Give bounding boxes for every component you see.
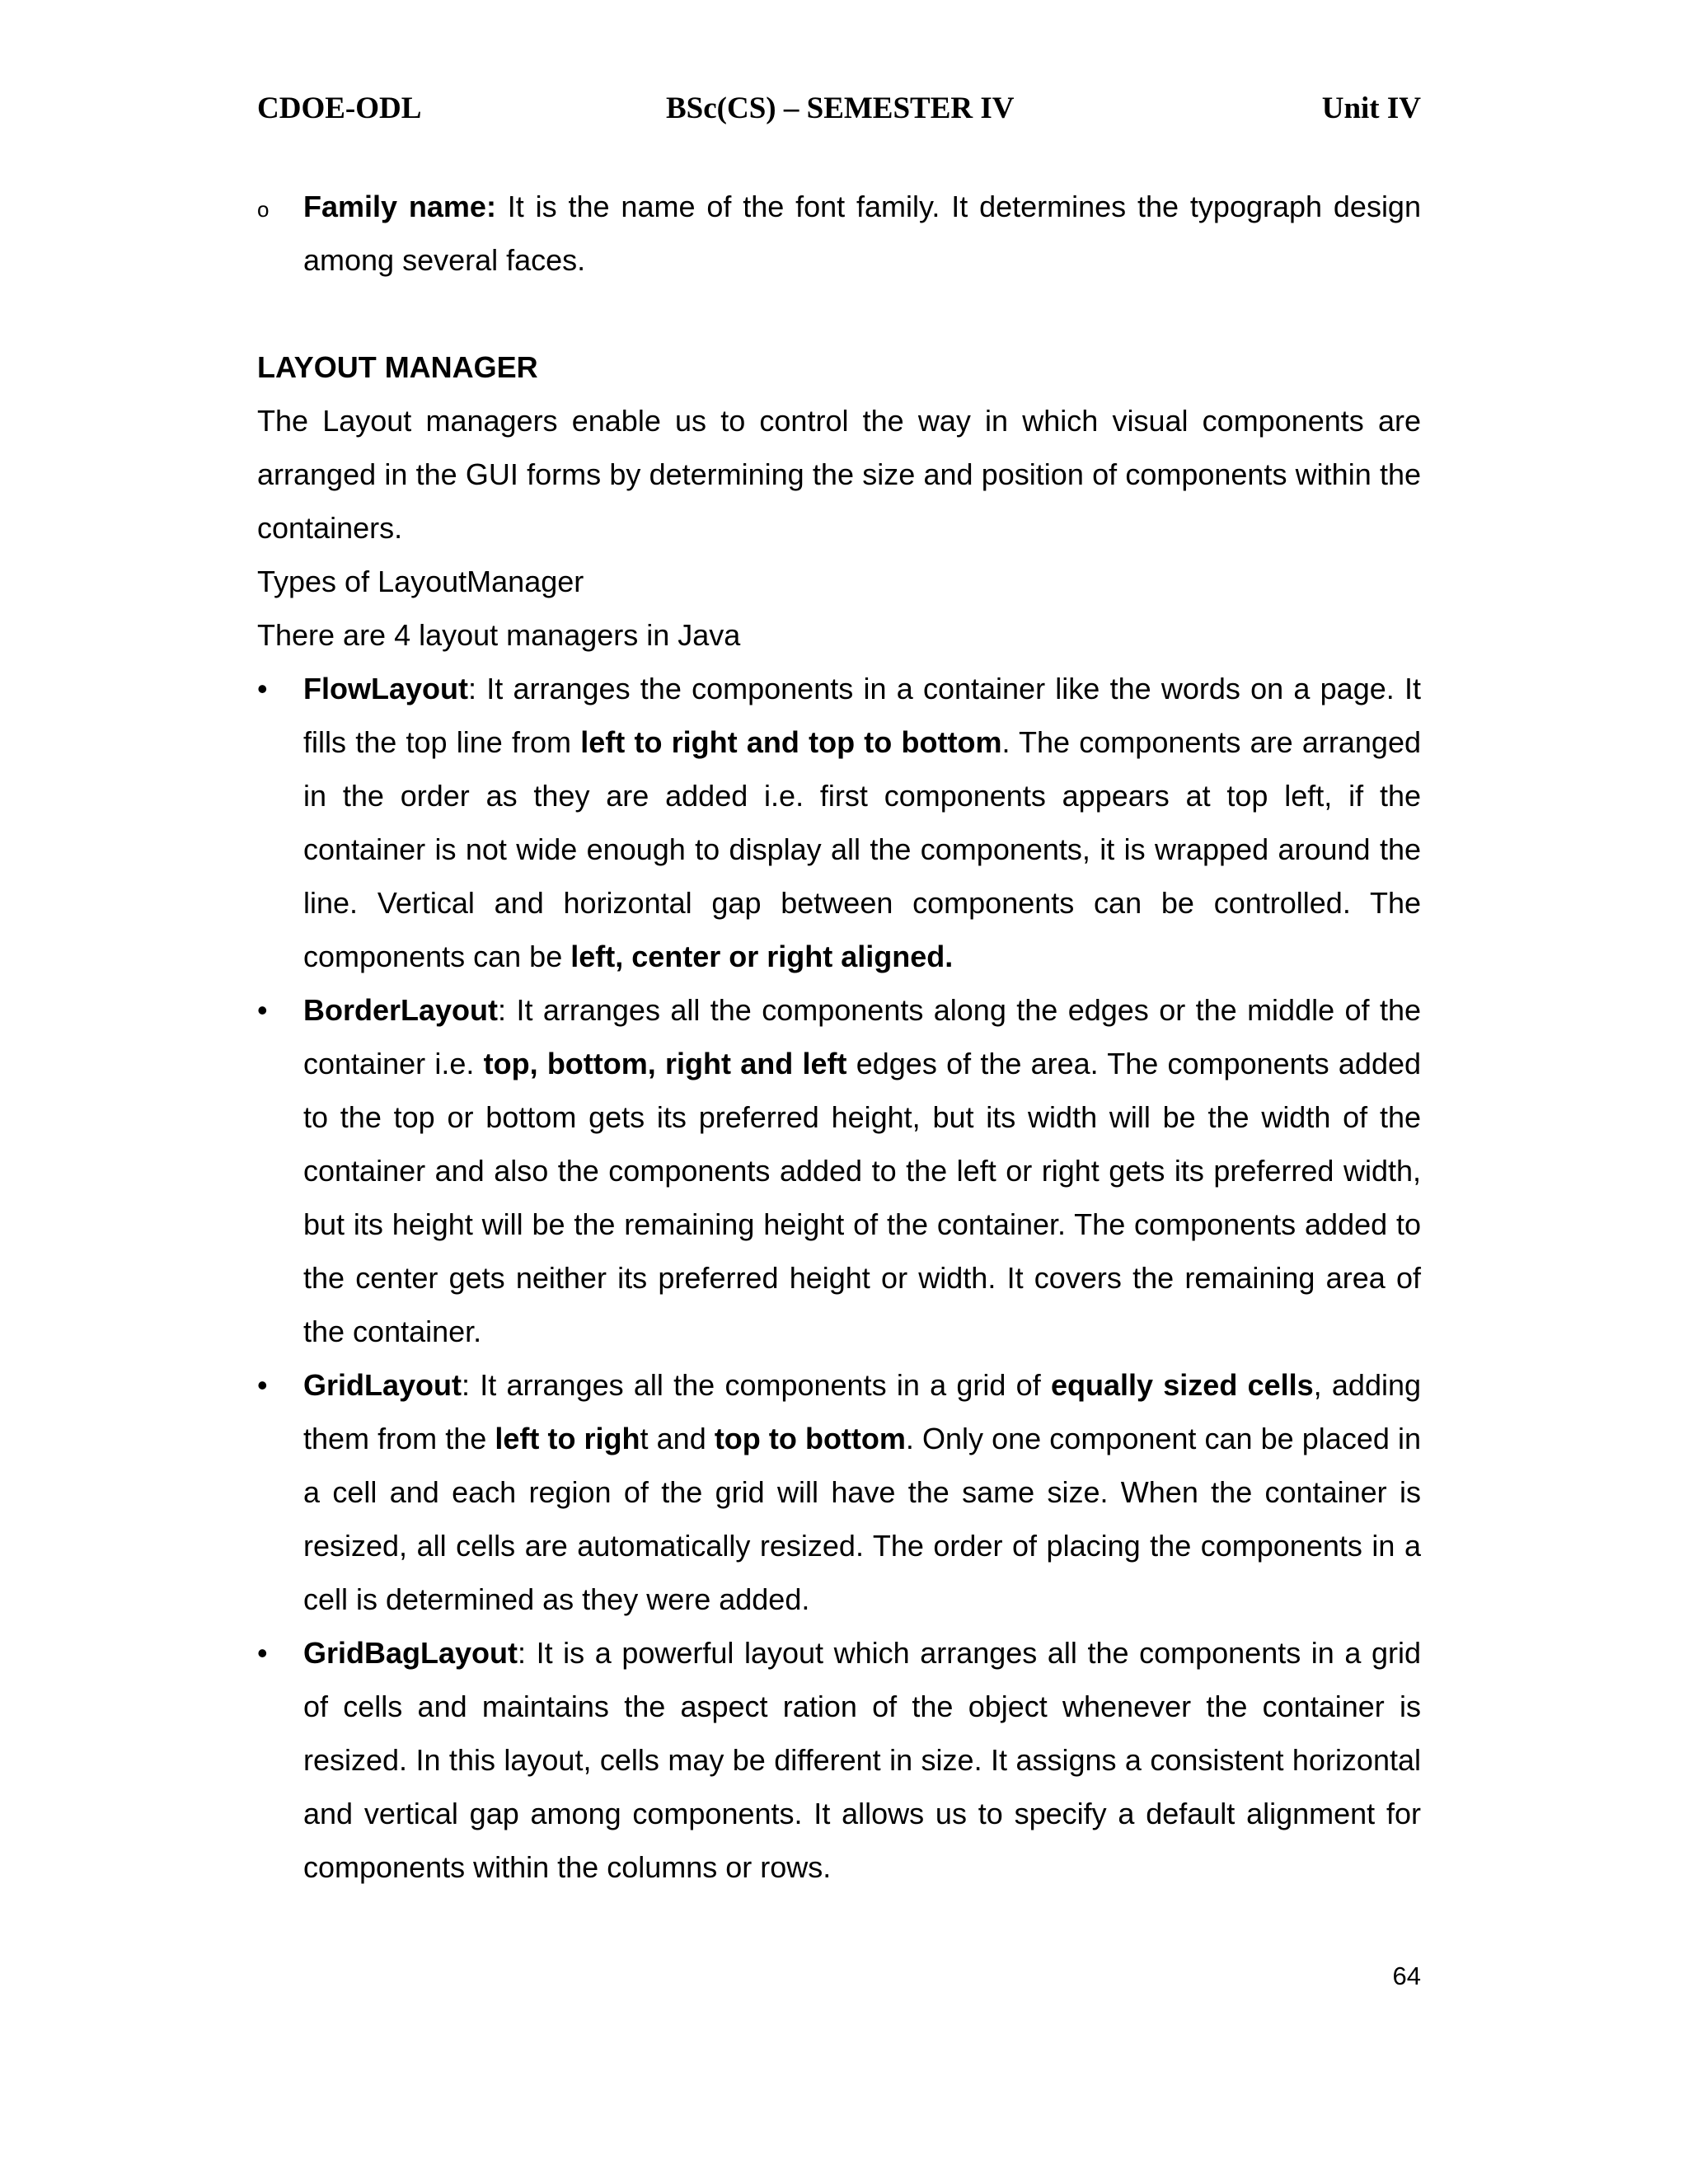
bullet-icon: • <box>257 1636 268 1670</box>
gridlayout-item <box>257 1358 1421 1626</box>
gridlayout-text-2: , adding them from the <box>303 1368 1422 1455</box>
header-institution: CDOE-ODL <box>257 91 422 125</box>
flowlayout-text-1: : It arranges the components in a container like the words on a page. It fills the top line from <box>303 672 1421 759</box>
header-course: BSc(CS) – SEMESTER IV <box>666 91 1015 125</box>
page-body <box>257 180 1421 1894</box>
borderlayout-item <box>257 983 1421 1358</box>
gridbaglayout-term: GridBagLayout <box>303 1636 518 1670</box>
page-header <box>257 91 1421 132</box>
borderlayout-text-2: edges of the area. The components added to the top or bottom gets its preferred height, but its width will be the width of the container and also the components added to the left or right gets its preferred width, but its height will be the remaining height of the container. The components added to the center gets neither its preferred height or width. It covers the remaining area of the container. <box>303 1047 1422 1348</box>
gridlayout-text-4: . Only one component can be placed in a cell and each region of the grid will have the same size. When the container is resized, all cells are automatically resized. The order of placing the components in a cell is determined as they were added. <box>303 1422 1421 1616</box>
gridlayout-bold-2: left to righ <box>495 1422 640 1455</box>
hollow-circle-bullet-icon: o <box>257 197 270 222</box>
header-unit: Unit IV <box>1321 91 1421 125</box>
types-line: Types of LayoutManager <box>257 565 584 598</box>
section-intro: The Layout managers enable us to control the way in which visual components are arranged in the GUI forms by determining the size and position of components within the containers. <box>257 404 1421 545</box>
flowlayout-bold-2: left, center or right aligned. <box>570 940 954 973</box>
page-number: 64 <box>1392 1961 1421 1990</box>
gridlayout-text-1: : It arranges all the components in a grid of <box>462 1368 1051 1402</box>
spacer <box>257 287 1421 340</box>
flowlayout-term: FlowLayout <box>303 672 468 705</box>
bullet-icon: • <box>257 993 268 1027</box>
bullet-icon: • <box>257 1368 268 1402</box>
gridbaglayout-text-1: : It is a powerful layout which arranges all the components in a grid of cells and maintains the aspect ration of the object whenever the container is resized. In this layout, cells may be different in size. It assigns a consistent horizontal and vertical gap among components. It allows us to specify a default alignment for components within the columns or rows. <box>303 1636 1421 1884</box>
borderlayout-text-1: : It arranges all the components along the edges or the middle of the container i.e. <box>303 993 1421 1080</box>
gridbaglayout-item <box>257 1626 1421 1894</box>
family-name-text: It is the name of the font family. It determines the typograph design among several faces. <box>303 190 1421 277</box>
flowlayout-item <box>257 662 1421 983</box>
gridlayout-text-3: t and <box>640 1422 715 1455</box>
gridlayout-term: GridLayout <box>303 1368 462 1402</box>
bullet-icon: • <box>257 672 268 705</box>
family-name-item <box>257 180 1421 287</box>
borderlayout-term: BorderLayout <box>303 993 499 1027</box>
gridlayout-bold-3: top to bottom <box>714 1422 906 1455</box>
flowlayout-bold-1: left to right and top to bottom <box>580 725 1002 759</box>
borderlayout-bold-1: top, bottom, right and left <box>483 1047 847 1080</box>
count-line: There are 4 layout managers in Java <box>257 618 741 652</box>
gridlayout-bold-1: equally sized cells <box>1050 1368 1314 1402</box>
flowlayout-text-2: . The components are arranged in the order as they are added i.e. first components appears at top left, if the container is not wide enough to display all the components, it is wrapped around the line. Vertical and horizontal gap between components can be controlled. The components can be <box>303 725 1421 973</box>
family-name-term: Family name: <box>303 190 496 223</box>
section-heading: LAYOUT MANAGER <box>257 350 538 384</box>
